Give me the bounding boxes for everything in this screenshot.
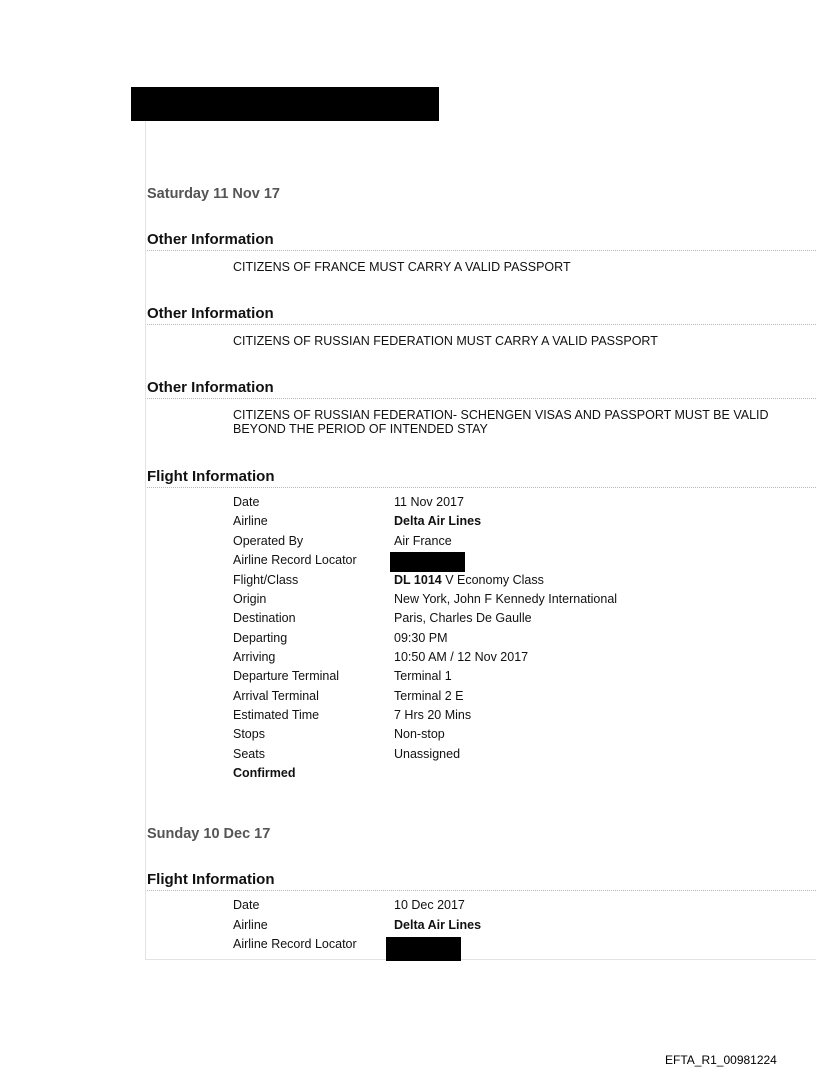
label: Destination	[233, 611, 296, 625]
flight1-airline-row	[233, 512, 816, 531]
value: Paris, Charles De Gaulle	[394, 611, 532, 625]
other-info-text-3: CITIZENS OF RUSSIAN FEDERATION- SCHENGEN VISAS AND PASSPORT MUST BE VALID BEYOND THE PERIOD OF INTENDED STAY	[233, 408, 769, 436]
redacted-header-block	[131, 87, 439, 121]
class-text: V Economy Class	[441, 573, 544, 587]
label: Airline Record Locator	[233, 937, 357, 951]
value: Air France	[394, 534, 452, 548]
value: 7 Hrs 20 Mins	[394, 708, 472, 722]
other-info-text-2: CITIZENS OF RUSSIAN FEDERATION MUST CARRY A VALID PASSPORT	[233, 334, 658, 348]
value: Delta Air Lines	[394, 918, 482, 932]
value: 10:50 AM / 12 Nov 2017	[394, 650, 529, 664]
value: Terminal 1	[394, 669, 452, 683]
other-info-heading-2: Other Information	[147, 304, 816, 325]
value: Terminal 2 E	[394, 689, 464, 703]
value	[394, 571, 544, 590]
value: New York, John F Kennedy International	[394, 592, 618, 606]
flight1-operated-row	[233, 532, 816, 551]
flight-info-heading-1: Flight Information	[147, 467, 816, 488]
flight1-destination-row	[233, 609, 816, 628]
flight1-departing-row	[233, 629, 816, 648]
label: Airline	[233, 918, 268, 932]
other-info-heading-1: Other Information	[147, 230, 816, 251]
day-heading-2: Sunday 10 Dec 17	[147, 826, 271, 842]
value: Delta Air Lines	[394, 514, 482, 528]
bottom-border	[145, 959, 816, 960]
label: Departing	[233, 631, 288, 645]
flight2-date-row	[233, 896, 816, 915]
label: Seats	[233, 747, 265, 761]
label: Stops	[233, 727, 265, 741]
other-info-text-1: CITIZENS OF FRANCE MUST CARRY A VALID PASSPORT	[233, 260, 571, 274]
value: 09:30 PM	[394, 631, 448, 645]
document-id: EFTA_R1_00981224	[665, 1053, 777, 1067]
label: Operated By	[233, 534, 304, 548]
label: Departure Terminal	[233, 669, 340, 683]
flight2-locator-row	[233, 935, 816, 954]
redacted-locator-1	[390, 552, 465, 572]
label: Airline	[233, 514, 268, 528]
label: Date	[233, 898, 260, 912]
flight1-arrival-terminal-row	[233, 687, 816, 706]
value: 10 Dec 2017	[394, 898, 465, 912]
flight1-seats-row	[233, 745, 816, 764]
flight1-stops-row	[233, 725, 816, 744]
flight-info-heading-2: Flight Information	[147, 870, 816, 891]
value: Unassigned	[394, 747, 461, 761]
flight1-arriving-row	[233, 648, 816, 667]
other-info-heading-3: Other Information	[147, 378, 816, 399]
flight1-status-row	[233, 764, 816, 783]
label: Origin	[233, 592, 267, 606]
flight-number: DL 1014	[394, 573, 442, 587]
day-heading-1: Saturday 11 Nov 17	[147, 186, 280, 202]
flight1-departure-terminal-row	[233, 667, 816, 686]
label: Flight/Class	[233, 573, 299, 587]
flight1-estimated-time-row	[233, 706, 816, 725]
label: Estimated Time	[233, 708, 320, 722]
flight1-date-row	[233, 493, 816, 512]
label: Date	[233, 495, 260, 509]
flight1-locator-row	[233, 551, 816, 570]
status: Confirmed	[233, 766, 296, 780]
label: Airline Record Locator	[233, 553, 357, 567]
label: Arrival Terminal	[233, 689, 319, 703]
redacted-locator-2	[386, 937, 461, 961]
flight2-airline-row	[233, 916, 816, 935]
left-border	[145, 121, 146, 960]
value: 11 Nov 2017	[394, 495, 464, 509]
value: Non-stop	[394, 727, 445, 741]
flight1-origin-row	[233, 590, 816, 609]
flight1-class-row	[233, 571, 816, 590]
label: Arriving	[233, 650, 276, 664]
